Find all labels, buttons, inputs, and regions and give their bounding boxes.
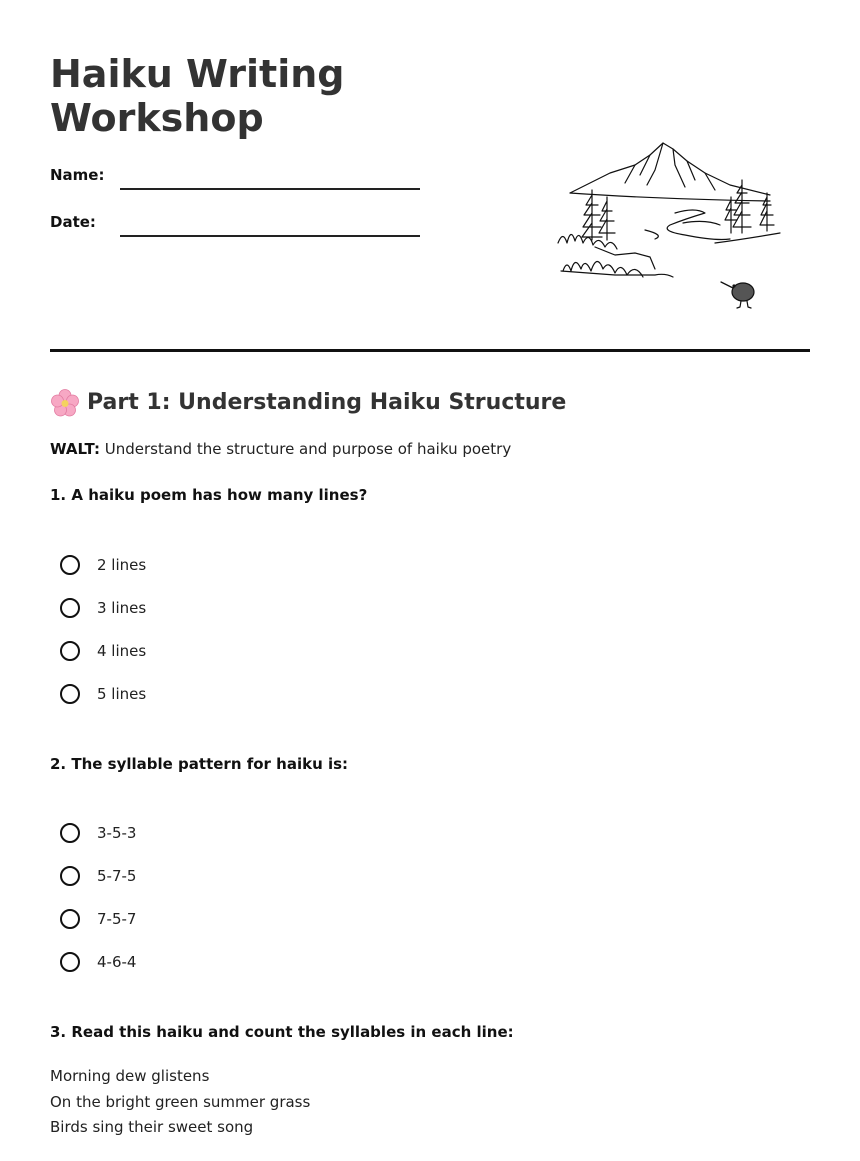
- walt-text: Understand the structure and purpose of haiku poetry: [104, 440, 512, 458]
- radio-button[interactable]: [60, 641, 80, 661]
- radio-button[interactable]: [60, 684, 80, 704]
- name-label: Name:: [50, 166, 105, 184]
- header-divider: [50, 349, 810, 352]
- question-3: 3. Read this haiku and count the syllables in each line:: [50, 1023, 514, 1041]
- mountain-lake-kiwi-illustration: [555, 135, 790, 310]
- radio-button[interactable]: [60, 598, 80, 618]
- radio-button[interactable]: [60, 909, 80, 929]
- poem-line: On the bright green summer grass: [50, 1092, 311, 1111]
- option-label: 4 lines: [97, 642, 147, 660]
- question-1: 1. A haiku poem has how many lines?: [50, 486, 368, 504]
- radio-button[interactable]: [60, 866, 80, 886]
- date-label: Date:: [50, 213, 96, 231]
- page-title: [50, 52, 470, 140]
- name-input-line[interactable]: [120, 160, 420, 190]
- q2-option[interactable]: [60, 863, 136, 889]
- q1-option[interactable]: [60, 552, 146, 578]
- poem-line: Birds sing their sweet song: [50, 1118, 254, 1136]
- cherry-blossom-icon: [50, 388, 80, 418]
- option-label: 5-7-5: [97, 867, 137, 885]
- option-label: 7-5-7: [97, 910, 137, 928]
- date-field[interactable]: [50, 207, 430, 237]
- title-line-1: Haiku Writing: [50, 52, 345, 96]
- date-input-line[interactable]: [120, 207, 420, 237]
- q1-option[interactable]: [60, 638, 146, 664]
- radio-button[interactable]: [60, 555, 80, 575]
- option-label: 4-6-4: [97, 953, 137, 971]
- name-field[interactable]: [50, 160, 430, 190]
- walt-label: WALT:: [50, 440, 100, 458]
- part1-title-text: Part 1: Understanding Haiku Structure: [87, 390, 567, 415]
- part1-title: [50, 388, 566, 418]
- option-label: 3-5-3: [97, 824, 137, 842]
- walt-statement: [50, 440, 511, 458]
- haiku-poem: [50, 1064, 310, 1141]
- q2-option[interactable]: [60, 906, 136, 932]
- title-line-2: Workshop: [50, 96, 264, 140]
- q1-option[interactable]: [60, 595, 146, 621]
- q2-option[interactable]: [60, 949, 136, 975]
- poem-line: Morning dew glistens: [50, 1067, 210, 1085]
- q1-option[interactable]: [60, 681, 146, 707]
- option-label: 2 lines: [97, 556, 147, 574]
- option-label: 3 lines: [97, 599, 147, 617]
- option-label: 5 lines: [97, 685, 147, 703]
- q2-option[interactable]: [60, 820, 136, 846]
- radio-button[interactable]: [60, 823, 80, 843]
- radio-button[interactable]: [60, 952, 80, 972]
- question-2: 2. The syllable pattern for haiku is:: [50, 755, 349, 773]
